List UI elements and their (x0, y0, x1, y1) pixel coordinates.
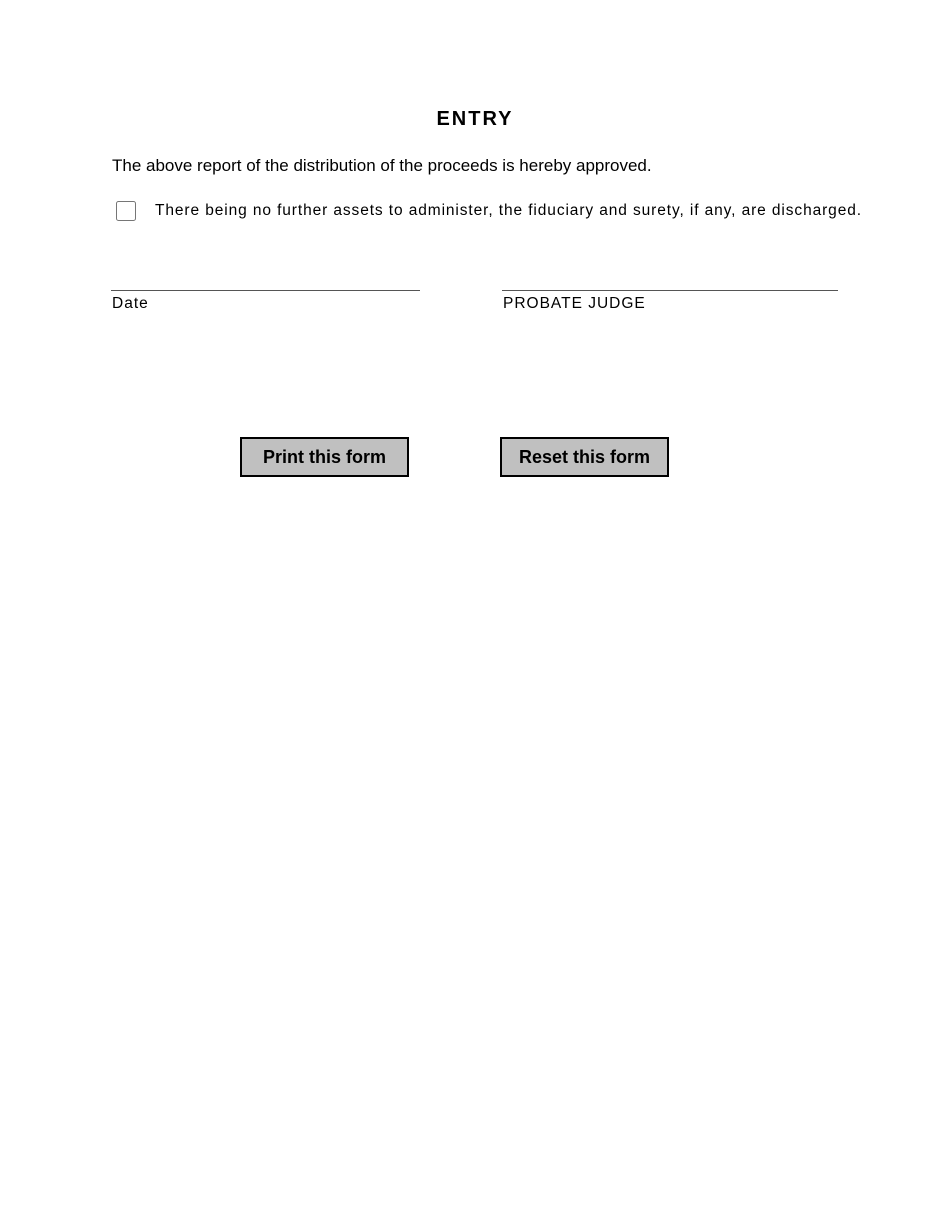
judge-signature-line[interactable] (502, 290, 838, 291)
discharge-checkbox[interactable] (115, 201, 137, 221)
probate-judge-label: PROBATE JUDGE (503, 295, 646, 312)
approval-statement: The above report of the distribution of the proceeds is hereby approved. (112, 156, 652, 175)
print-form-button[interactable]: Print this form (240, 437, 409, 477)
discharge-statement: There being no further assets to administer, the fiduciary and surety, if any, are discharged. (155, 202, 862, 219)
discharge-checkbox-row (115, 200, 137, 222)
reset-form-button[interactable]: Reset this form (500, 437, 669, 477)
date-label: Date (112, 295, 149, 312)
entry-title: ENTRY (436, 108, 514, 130)
date-signature-line[interactable] (111, 290, 420, 291)
